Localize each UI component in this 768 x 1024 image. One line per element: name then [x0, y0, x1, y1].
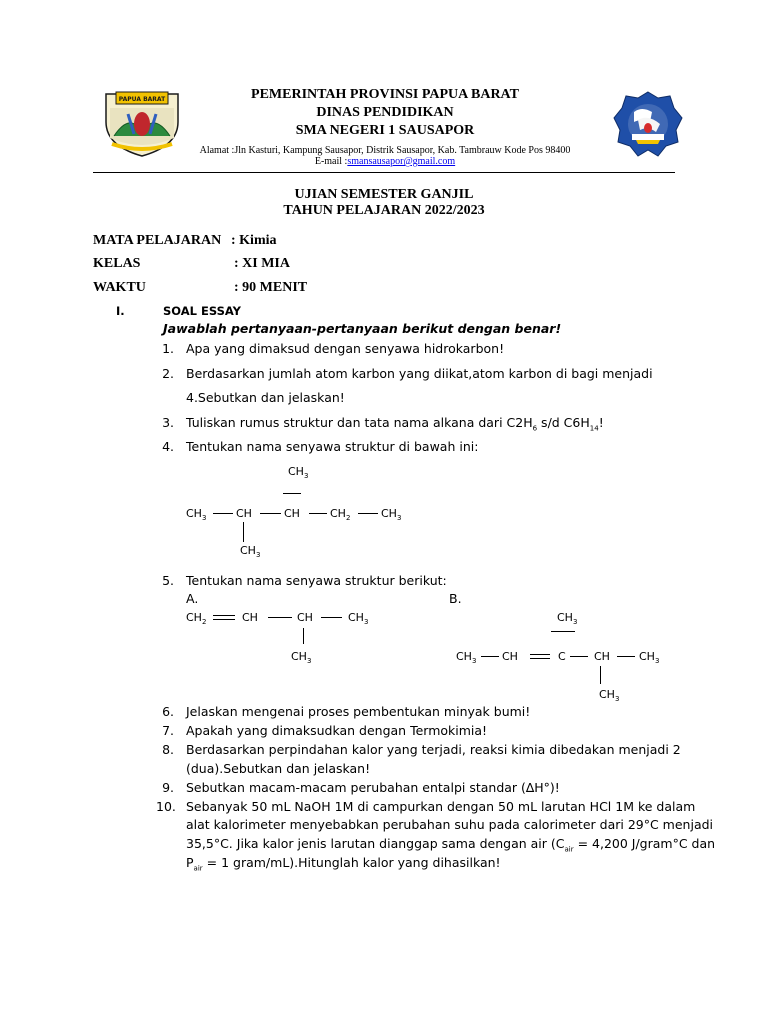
q9-number: 9. — [162, 780, 174, 795]
section-number: I. — [116, 304, 125, 318]
q5a-bond-3 — [321, 617, 342, 618]
q6-number: 6. — [162, 704, 174, 719]
q3-number: 3. — [162, 415, 174, 430]
q4-ch-2: CH — [284, 507, 300, 520]
section-title: SOAL ESSAY — [163, 304, 242, 318]
class-value: : XI MIA — [234, 256, 290, 271]
header-divider — [93, 172, 675, 173]
time-label: WAKTU — [93, 280, 146, 295]
q10-line-1: Sebanyak 50 mL NaOH 1M di campurkan dengan 50 mL larutan HCl 1M ke dalam — [186, 799, 696, 814]
q5b-c: C — [558, 650, 566, 663]
q5b-ch3-right: $CH_3$ — [639, 650, 660, 666]
q5b-bond-1 — [481, 656, 499, 657]
q10-line-2: alat kalorimeter menyebabkan perubahan suhu pada calorimeter dari 29°C menjadi — [186, 817, 714, 832]
q10-line-3: 35,5°C. Jika kalor jenis larutan dianggap sama dengan air ($C_{air} = 4,200$ J/gram°C dan — [186, 836, 716, 854]
q8-number: 8. — [162, 742, 174, 757]
q5-text: Tentukan nama senyawa struktur berikut: — [186, 573, 447, 588]
exam-title: UJIAN SEMESTER GANJIL — [294, 187, 474, 202]
header-address: Alamat :Jln Kasturi, Kampung Sausapor, Distrik Sausapor, Kab. Tambrauw Kode Pos 98400 — [199, 145, 571, 156]
q5b-bond-4 — [617, 656, 635, 657]
q5b-ch-2: CH — [594, 650, 610, 663]
q4-bond-4 — [358, 513, 378, 514]
q5b-double-bond-top — [530, 654, 550, 655]
q10-number: 10. — [156, 799, 176, 814]
header-government: PEMERINTAH PROVINSI PAPUA BARAT — [251, 87, 519, 102]
email-link[interactable]: smansausapor@gmail.com — [347, 156, 456, 167]
q4-bottom-ch3: $CH_3$ — [240, 544, 261, 560]
q5b-bond-3 — [570, 656, 588, 657]
q8-text: Berdasarkan perpindahan kalor yang terjadi, reaksi kimia dibedakan menjadi 2 — [186, 742, 681, 757]
q5-label-b: B. — [449, 591, 462, 606]
exam-year: TAHUN PELAJARAN 2022/2023 — [283, 203, 485, 218]
q5a-ch3-right: $CH_3$ — [348, 611, 369, 627]
q4-top-bond — [283, 493, 301, 494]
provincial-logo — [100, 88, 184, 158]
q5b-top-ch3: $CH_3$ — [557, 611, 578, 627]
q5a-bond-2 — [268, 617, 292, 618]
q5a-ch-2: CH — [297, 611, 313, 624]
q5b-branch-ch3: $CH_3$ — [599, 688, 620, 704]
svg-text:PAPUA BARAT: PAPUA BARAT — [118, 96, 166, 103]
q4-bottom-bond — [243, 522, 244, 542]
q8-text-cont: (dua).Sebutkan dan jelaskan! — [186, 761, 371, 776]
q5b-ch-1: CH — [502, 650, 518, 663]
q1-text: Apa yang dimaksud dengan senyawa hidrokarbon! — [186, 341, 505, 356]
q3-text: Tuliskan rumus struktur dan tata nama alkana dari $C2H_6$ s/d $C6H_{14}$! — [186, 415, 604, 433]
section-instruction: Jawablah pertanyaan-pertanyaan berikut dengan benar! — [163, 321, 562, 336]
email-label: E-mail : — [314, 156, 348, 167]
time-value: : 90 MENIT — [234, 280, 308, 295]
q5a-double-bond-top — [213, 615, 235, 616]
q4-top-ch3: $CH_3$ — [288, 465, 309, 481]
q2-number: 2. — [162, 366, 174, 381]
subject-label: MATA PELAJARAN — [93, 233, 222, 248]
q4-bond-3 — [309, 513, 327, 514]
q5b-double-bond-bottom — [530, 658, 550, 659]
q7-text: Apakah yang dimaksudkan dengan Termokimia! — [186, 723, 488, 738]
q4-ch3-left: $CH_3$ — [186, 507, 207, 523]
class-label: KELAS — [93, 256, 141, 271]
q2-text-cont: 4.Sebutkan dan jelaskan! — [186, 390, 345, 405]
q7-number: 7. — [162, 723, 174, 738]
q5a-branch-bond — [303, 628, 304, 644]
subject-value: : Kimia — [231, 233, 277, 248]
header-email-line — [180, 156, 590, 167]
q4-ch3-right: $CH_3$ — [381, 507, 402, 523]
q2-text: Berdasarkan jumlah atom karbon yang diikat,atom karbon di bagi menjadi — [186, 366, 653, 381]
header-department: DINAS PENDIDIKAN — [316, 105, 454, 120]
q4-number: 4. — [162, 439, 174, 454]
q4-bond-1 — [213, 513, 233, 514]
q5b-branch-bond — [600, 666, 601, 684]
q4-ch2: $CH_2$ — [330, 507, 351, 523]
q9-text: Sebutkan macam-macam perubahan entalpi standar (∆H°)! — [186, 780, 560, 795]
q4-bond-2 — [260, 513, 281, 514]
q5-number: 5. — [162, 573, 174, 588]
q6-text: Jelaskan mengenai proses pembentukan minyak bumi! — [186, 704, 531, 719]
q5a-double-bond-bottom — [213, 619, 235, 620]
q5-label-a: A. — [186, 591, 199, 606]
q5b-top-bond — [551, 631, 575, 632]
q5a-ch-1: CH — [242, 611, 258, 624]
q4-ch-1: CH — [236, 507, 252, 520]
q5b-ch3-left: $CH_3$ — [456, 650, 477, 666]
q5a-ch2: $CH_2$ — [186, 611, 207, 627]
q4-text: Tentukan nama senyawa struktur di bawah ini: — [186, 439, 479, 454]
tut-wuri-handayani-logo — [612, 90, 684, 160]
q1-number: 1. — [162, 341, 174, 356]
q10-line-4: $P_{air} = 1$ gram/mL).Hitunglah kalor yang dihasilkan! — [186, 855, 501, 873]
q5a-branch-ch3: $CH_3$ — [291, 650, 312, 666]
header-school: SMA NEGERI 1 SAUSAPOR — [295, 123, 475, 138]
